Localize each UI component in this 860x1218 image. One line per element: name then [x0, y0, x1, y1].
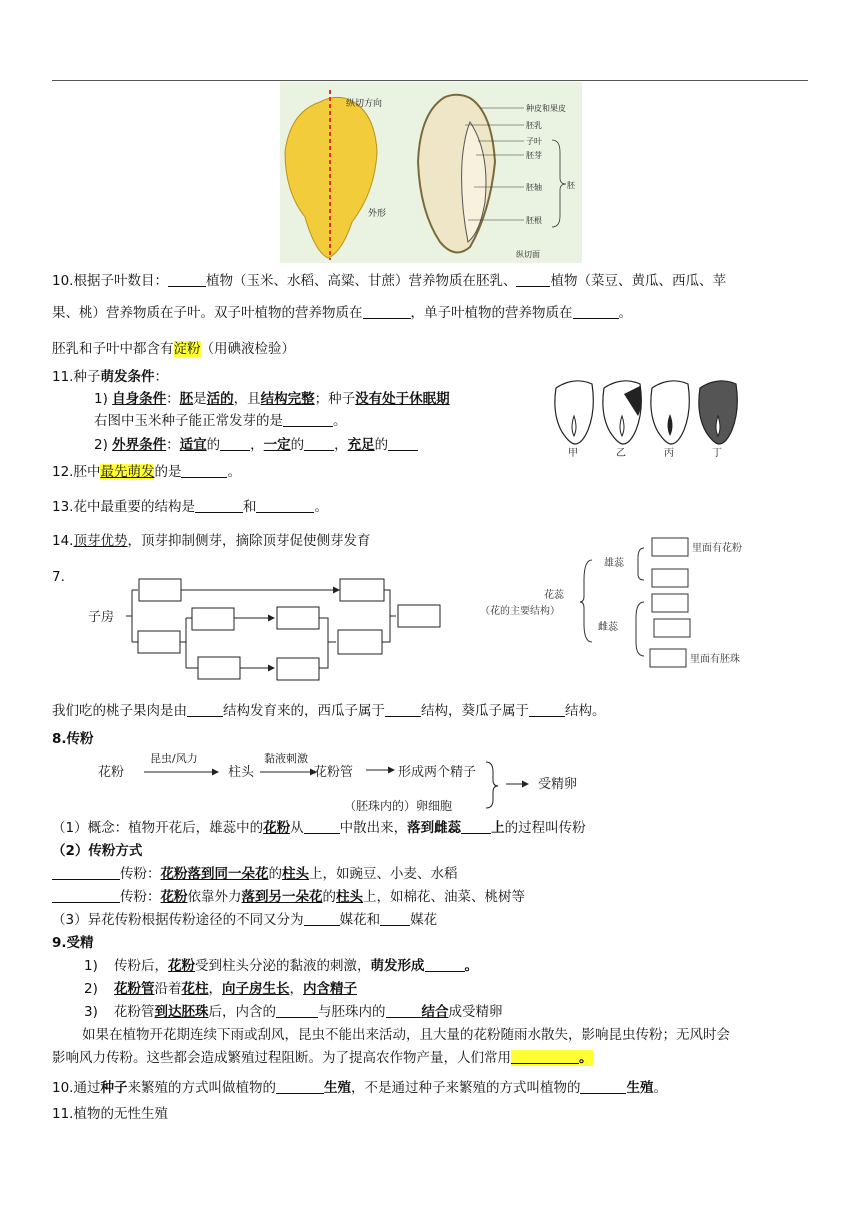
section11-title: 11.植物的无性生殖	[52, 1106, 168, 1122]
part-label-radicle: 胚根	[526, 216, 542, 225]
pistil-label: 雌蕊	[598, 622, 618, 633]
answer-blank[interactable]	[181, 463, 227, 478]
flow-sperm: 形成两个精子	[398, 765, 477, 780]
answer-blank[interactable]	[385, 702, 421, 717]
fertilization-step-2: 2) 花粉管沿着花柱，向子房生长，内含精子	[84, 981, 357, 997]
flow-zygote: 受精卵	[538, 777, 578, 792]
answer-blank[interactable]	[580, 1079, 626, 1094]
svg-text:丙: 丙	[664, 448, 674, 458]
pollen-inside-label: 里面有花粉	[692, 543, 742, 554]
ovary-label: 子房	[88, 610, 115, 625]
answer-blank[interactable]	[304, 911, 340, 926]
section9-title: 9.受精	[52, 935, 94, 951]
answer-blank[interactable]	[52, 865, 120, 880]
answer-blank[interactable]	[276, 1079, 324, 1094]
svg-text:乙: 乙	[616, 448, 626, 458]
header-rule	[52, 80, 808, 81]
diagram7-number: 7.	[52, 569, 65, 585]
fertilization-step-1: 1) 传粉后，花粉受到柱头分泌的黏液的刺激，萌发形成 。	[84, 958, 478, 974]
answer-blank[interactable]	[168, 272, 206, 287]
seed-bing	[651, 381, 689, 458]
answer-blank[interactable]	[425, 957, 465, 972]
q11-title: 11.种子萌发条件：	[52, 369, 168, 385]
seed-germination-figure	[548, 374, 748, 458]
answer-box[interactable]	[650, 649, 686, 667]
artificial-pollination-para-1: 如果在植物开花期连续下雨或刮风，昆虫不能出来活动，且大量的花粉随雨水散失，影响昆虫传粉；无风时会	[82, 1027, 730, 1043]
answer-box[interactable]	[340, 579, 384, 601]
answer-box[interactable]	[277, 607, 319, 629]
artificial-pollination-para-2: 影响风力传粉。这些都会造成繁殖过程阻断。为了提高农作物产量，人们常用 。	[52, 1050, 593, 1066]
seed-yi	[603, 381, 642, 458]
answer-blank[interactable]	[388, 436, 418, 451]
answer-box[interactable]	[192, 608, 234, 630]
cut-direction-label: 纵切方向	[346, 99, 383, 109]
q10-line-1: 10.根据子叶数目： 植物（玉米、水稻、高粱、甘蔗）营养物质在胚乳、 植物（菜豆、黄瓜、西瓜、苹	[52, 273, 726, 289]
pollination-ways-title: （2）传粉方式	[52, 843, 143, 859]
answer-box[interactable]	[198, 657, 240, 679]
answer-blank[interactable]	[276, 1003, 318, 1018]
flow-agent: 昆虫/风力	[150, 752, 198, 765]
answer-blank[interactable]	[304, 436, 334, 451]
svg-text:甲: 甲	[568, 448, 578, 458]
self-pollination: 传粉：花粉落到同一朵花的柱头上，如豌豆、小麦、水稻	[52, 863, 458, 885]
corn-seed-figure	[280, 82, 582, 263]
answer-blank[interactable]	[283, 412, 333, 427]
part-label-pericarp: 种皮和果皮	[526, 104, 566, 113]
q11-note: 右图中玉米种子能正常发芽的是 。	[94, 413, 347, 429]
flow-egg: （胚珠内的）卵细胞	[344, 799, 453, 813]
q13: 13.花中最重要的结构是 和 。	[52, 499, 328, 515]
answer-blank[interactable]	[52, 888, 120, 903]
section8-title: 8.传粉	[52, 731, 94, 747]
q12: 12.胚中最先萌发的是 。	[52, 464, 241, 480]
answer-blank[interactable]	[363, 304, 411, 319]
answer-blank[interactable]	[380, 911, 410, 926]
pollination-flow-diagram	[88, 748, 608, 818]
answer-box[interactable]	[138, 631, 180, 653]
flow-pollen: 花粉	[98, 765, 125, 780]
flow-mucus: 黏液刺激	[264, 752, 308, 765]
cross-pollination: 传粉：花粉依靠外力落到另一朵花的柱头上，如棉花、油菜、桃树等	[52, 886, 525, 908]
answer-blank[interactable]	[573, 304, 619, 319]
flow-tube: 花粉管	[314, 765, 354, 780]
answer-blank[interactable]	[386, 1003, 422, 1018]
answer-blank[interactable]	[256, 498, 314, 513]
answer-blank[interactable]	[304, 819, 340, 834]
q11-condition-1: 1) 自身条件：胚是活的，且结构完整；种子没有处于休眠期	[94, 391, 450, 407]
part-label-cotyledon: 子叶	[526, 137, 542, 146]
seed-ding	[699, 381, 737, 458]
answer-box[interactable]	[652, 538, 688, 556]
pollination-concept: （1）概念：植物开花后，雄蕊中的花粉从 中散出来，落到雌蕊 上的过程叫传粉	[52, 820, 586, 836]
part-label-plumule: 胚芽	[526, 151, 542, 160]
center-label: 花蕊	[544, 590, 564, 601]
answer-box[interactable]	[139, 579, 181, 601]
answer-blank[interactable]	[529, 702, 565, 717]
answer-blank[interactable]	[516, 272, 550, 287]
answer-blank[interactable]	[461, 819, 491, 834]
answer-box[interactable]	[338, 630, 382, 654]
section10: 10.通过种子来繁殖的方式叫做植物的 生殖，不是通过种子来繁殖的方式叫植物的 生殖。	[52, 1080, 667, 1096]
part-label-hypocotyl: 胚轴	[526, 183, 542, 192]
answer-blank[interactable]	[220, 436, 250, 451]
answer-box[interactable]	[398, 605, 440, 627]
flow-stigma: 柱头	[228, 765, 255, 780]
exterior-label: 外形	[368, 209, 387, 219]
q10-line-2: 果、桃）营养物质在子叶。双子叶植物的营养物质在 ，单子叶植物的营养物质在 。	[52, 305, 632, 321]
center-sublabel: （花的主要结构）	[480, 606, 560, 617]
answer-blank[interactable]	[511, 1049, 579, 1064]
answer-box[interactable]	[652, 569, 688, 587]
ovule-inside-label: 里面有胚珠	[690, 654, 740, 665]
seed-jia	[555, 381, 593, 458]
q11-condition-2: 2) 外界条件：适宜的 ，一定的 ，充足的	[94, 434, 418, 456]
starch-note: 胚乳和子叶中都含有淀粉（用碘液检验）	[52, 341, 295, 357]
ovary-development-diagram	[80, 570, 450, 688]
svg-text:丁: 丁	[712, 448, 722, 458]
part-label-endosperm: 胚乳	[526, 121, 542, 130]
fertilization-step-3: 3) 花粉管到达胚珠后，内含的 与胚珠内的 结合成受精卵	[84, 1004, 503, 1020]
q14: 14.顶芽优势，顶芽抑制侧芽，摘除顶芽促使侧芽发育	[52, 533, 371, 549]
peach-question: 我们吃的桃子果肉是由 结构发育来的，西瓜子属于 结构，葵瓜子属于 结构。	[52, 703, 606, 719]
cross-pollination-types: （3）异花传粉根据传粉途径的不同又分为 媒花和 媒花	[52, 912, 438, 928]
answer-blank[interactable]	[187, 702, 223, 717]
answer-blank[interactable]	[195, 498, 243, 513]
answer-box[interactable]	[277, 658, 319, 680]
embryo-label: 胚	[567, 181, 575, 190]
answer-box[interactable]	[652, 594, 688, 612]
stamen-label: 雄蕊	[604, 558, 624, 569]
answer-box[interactable]	[654, 619, 690, 637]
flower-structure-diagram	[480, 530, 765, 672]
section-label: 纵切面	[516, 250, 540, 259]
